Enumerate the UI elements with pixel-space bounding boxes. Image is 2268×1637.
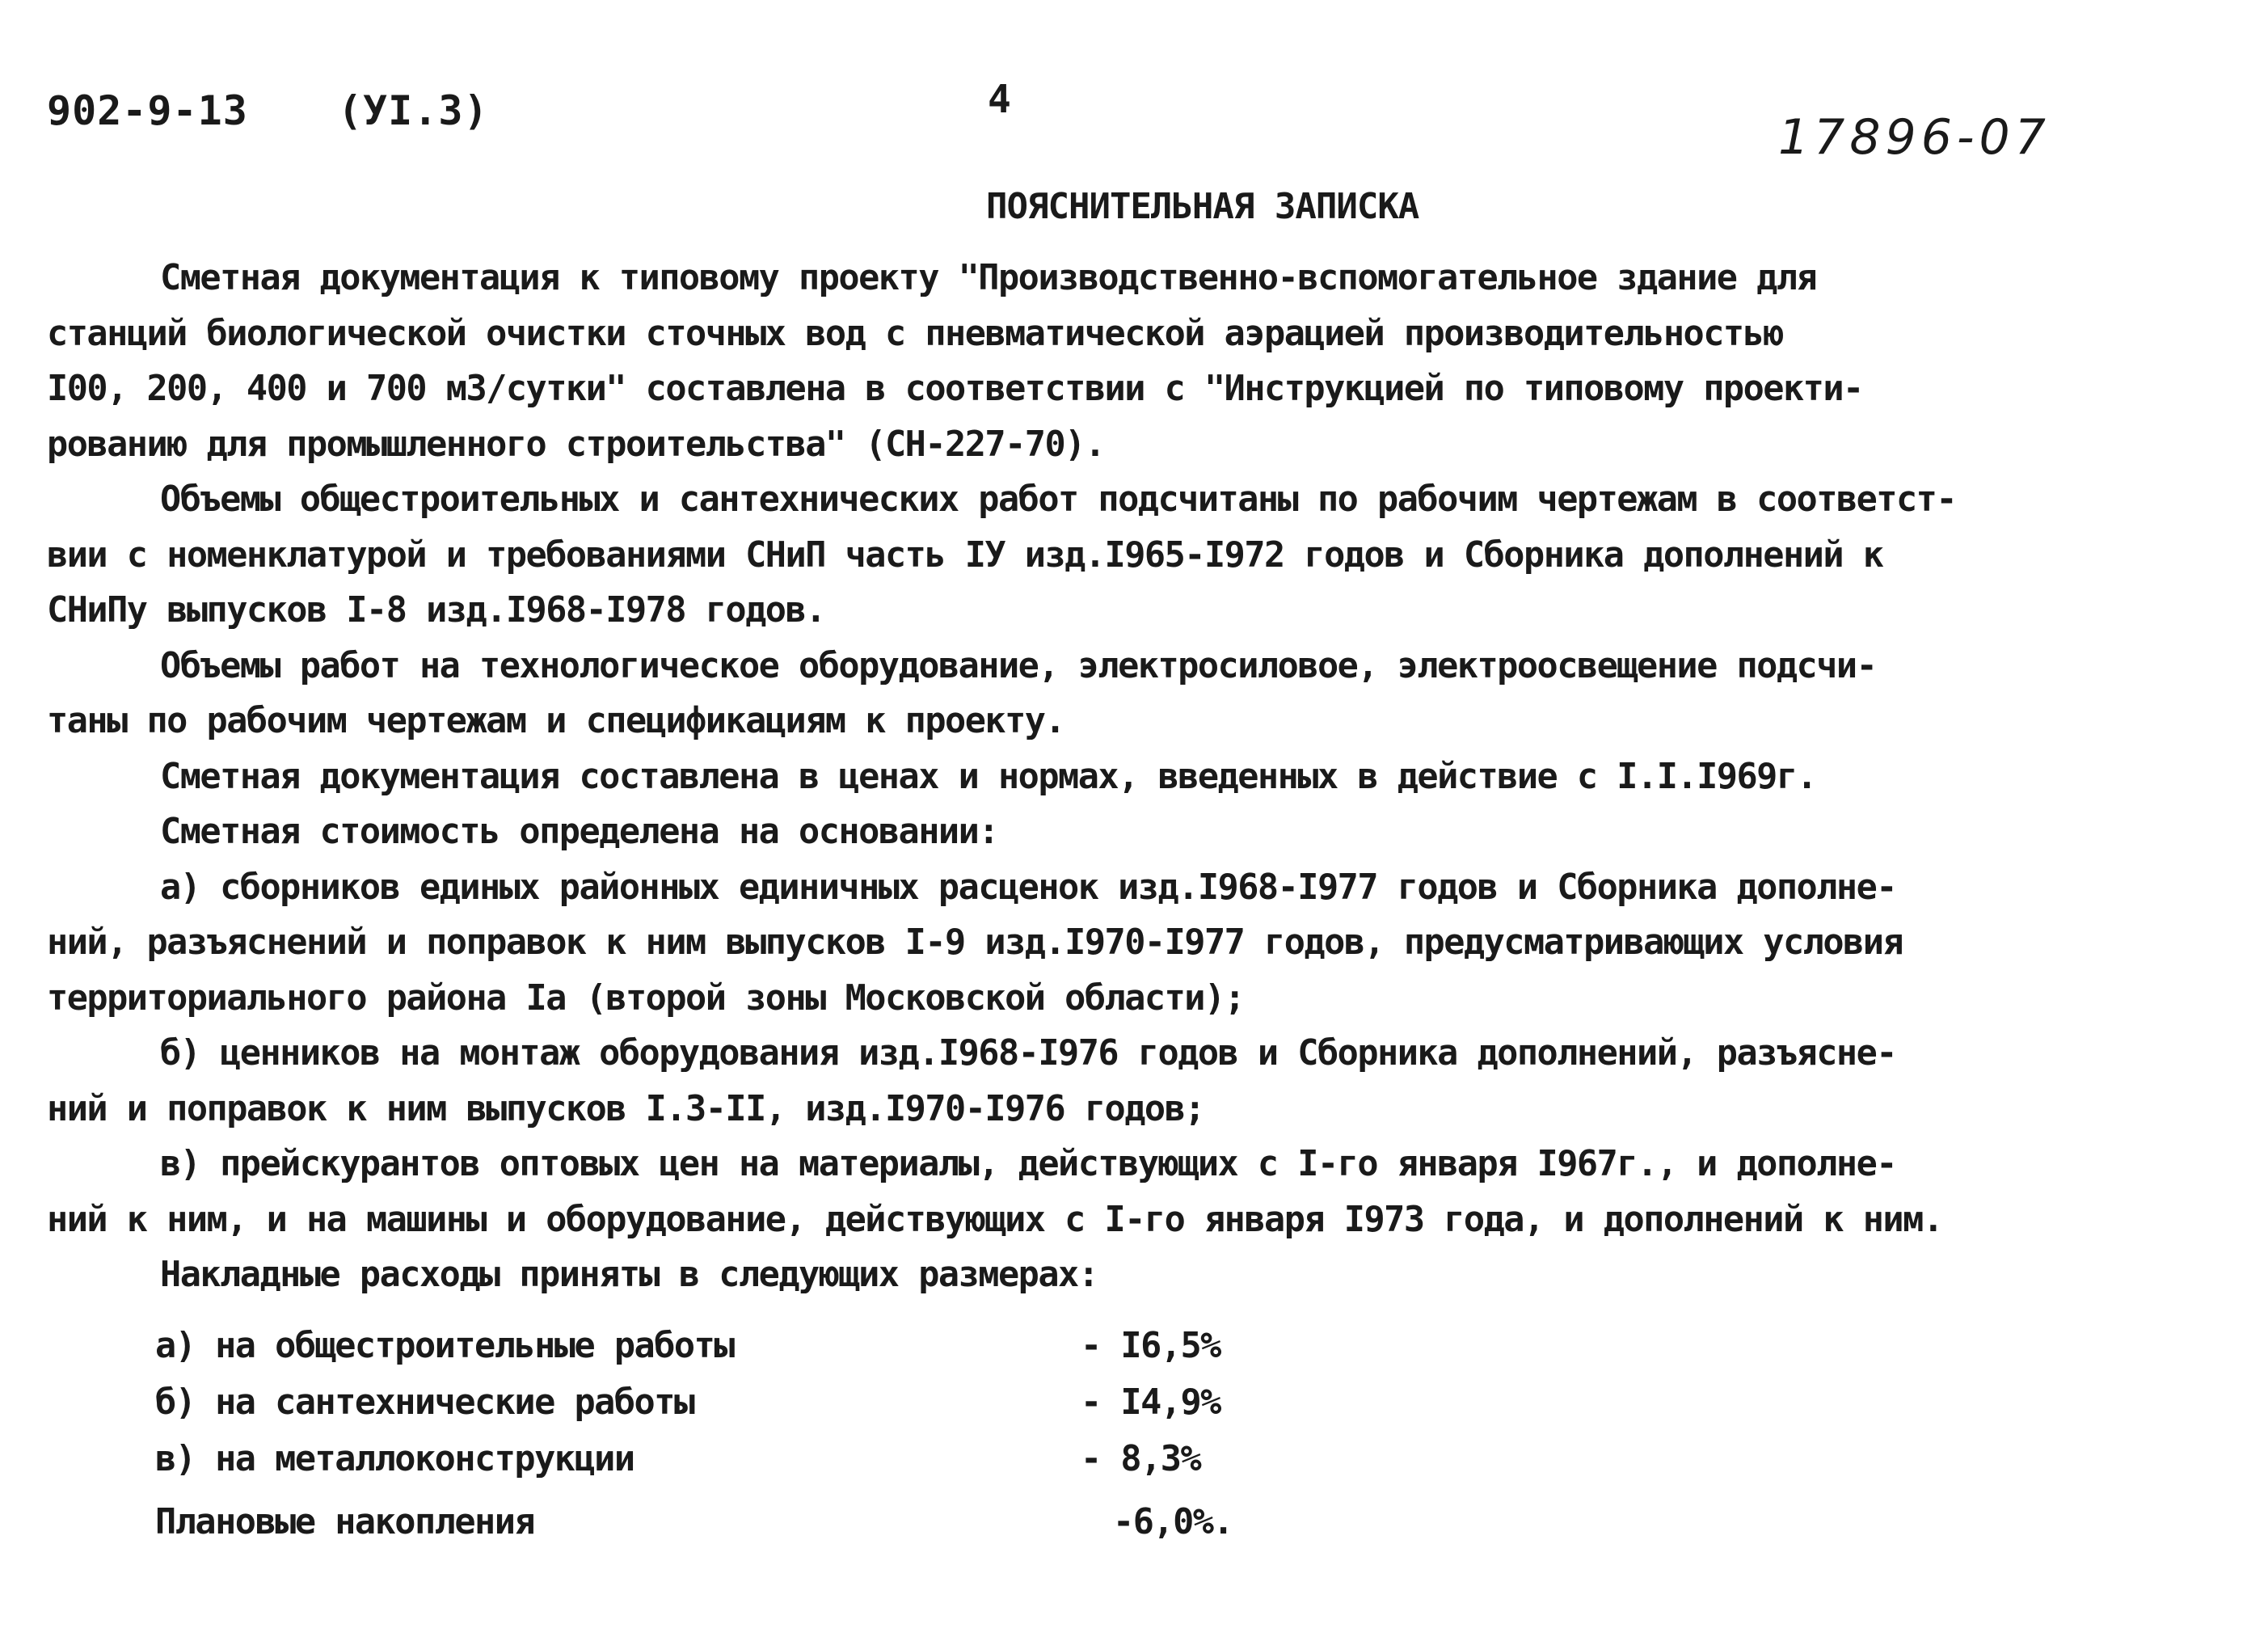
text-line: ний, разъяснений и поправок к ним выпусков I-9 изд.I970-I977 годов, предусматривающих условия [47,922,1903,963]
text-line: а) сборников единых районных единичных расценок изд.I968-I977 годов и Сборника дополне- [160,867,1896,908]
overhead-label: в) на металлоконструкции [155,1439,634,1479]
overhead-value: - 8,3% [1081,1439,1201,1479]
text-line: ний к ним, и на машины и оборудование, действующих с I-го января I973 года, и дополнений к ним. [47,1199,1943,1240]
text-line: Объемы общестроительных и сантехнических работ подсчитаны по рабочим чертежам в соответст- [160,479,1957,520]
document-number: 17896-07 [1778,109,2051,166]
page-title: ПОЯСНИТЕЛЬНАЯ ЗАПИСКА [986,186,1419,227]
planned-savings-row [155,1494,1287,1551]
overhead-list [155,1318,1287,1551]
overhead-label: а) на общестроительные работы [155,1326,734,1366]
text-line: СНиПу выпусков I-8 изд.I968-I978 годов. [47,590,825,631]
text-line: Накладные расходы приняты в следующих размерах: [160,1255,1098,1295]
text-line: станций биологической очистки сточных вод с пневматической аэрацией производительностью [47,313,1783,354]
planned-savings-value: -6,0%. [1113,1502,1233,1542]
overhead-row [155,1374,1287,1431]
text-line: таны по рабочим чертежам и спецификациям к проекту. [47,701,1065,741]
text-line: Объемы работ на технологическое оборудование, электросиловое, электроосвещение подсчи- [160,645,1877,686]
text-line: вии с номенклатурой и требованиями СНиП часть IУ изд.I965-I972 годов и Сборника дополнений к [47,534,1883,576]
section-code: (УI.3) [337,87,489,134]
text-line: I00, 200, 400 и 700 м3/сутки" составлена в соответствии с "Инструкцией по типовому проекти- [47,369,1863,409]
planned-savings-label: Плановые накопления [155,1502,535,1542]
overhead-row [155,1431,1287,1487]
overhead-label: б) на сантехнические работы [155,1382,694,1423]
text-line: Сметная документация составлена в ценах и нормах, введенных в действие с I.I.I969г. [160,756,1817,797]
text-line: б) ценников на монтаж оборудования изд.I968-I976 годов и Сборника дополнений, разъясне- [160,1033,1896,1074]
header-left [47,87,489,134]
overhead-value: - I6,5% [1081,1326,1220,1366]
body-text [47,251,2229,1303]
text-line: в) прейскурантов оптовых цен на материалы, действующих с I-го января I967г., и дополне- [160,1144,1896,1184]
text-line: Сметная документация к типовому проекту "Производственно-вспомогательное здание для [160,258,1817,298]
project-code: 902-9-13 [47,87,248,134]
text-line: Сметная стоимость определена на основании: [160,812,998,852]
text-line: ний и поправок к ним выпусков I.3-II, изд.I970-I976 годов; [47,1088,1204,1129]
text-line: территориального района Iа (второй зоны Московской области); [47,977,1245,1019]
overhead-value: - I4,9% [1081,1382,1220,1423]
overhead-row [155,1318,1287,1374]
page-number: 4 [988,77,1011,122]
text-line: рованию для промышленного строительства" (СН-227-70). [47,424,1105,465]
